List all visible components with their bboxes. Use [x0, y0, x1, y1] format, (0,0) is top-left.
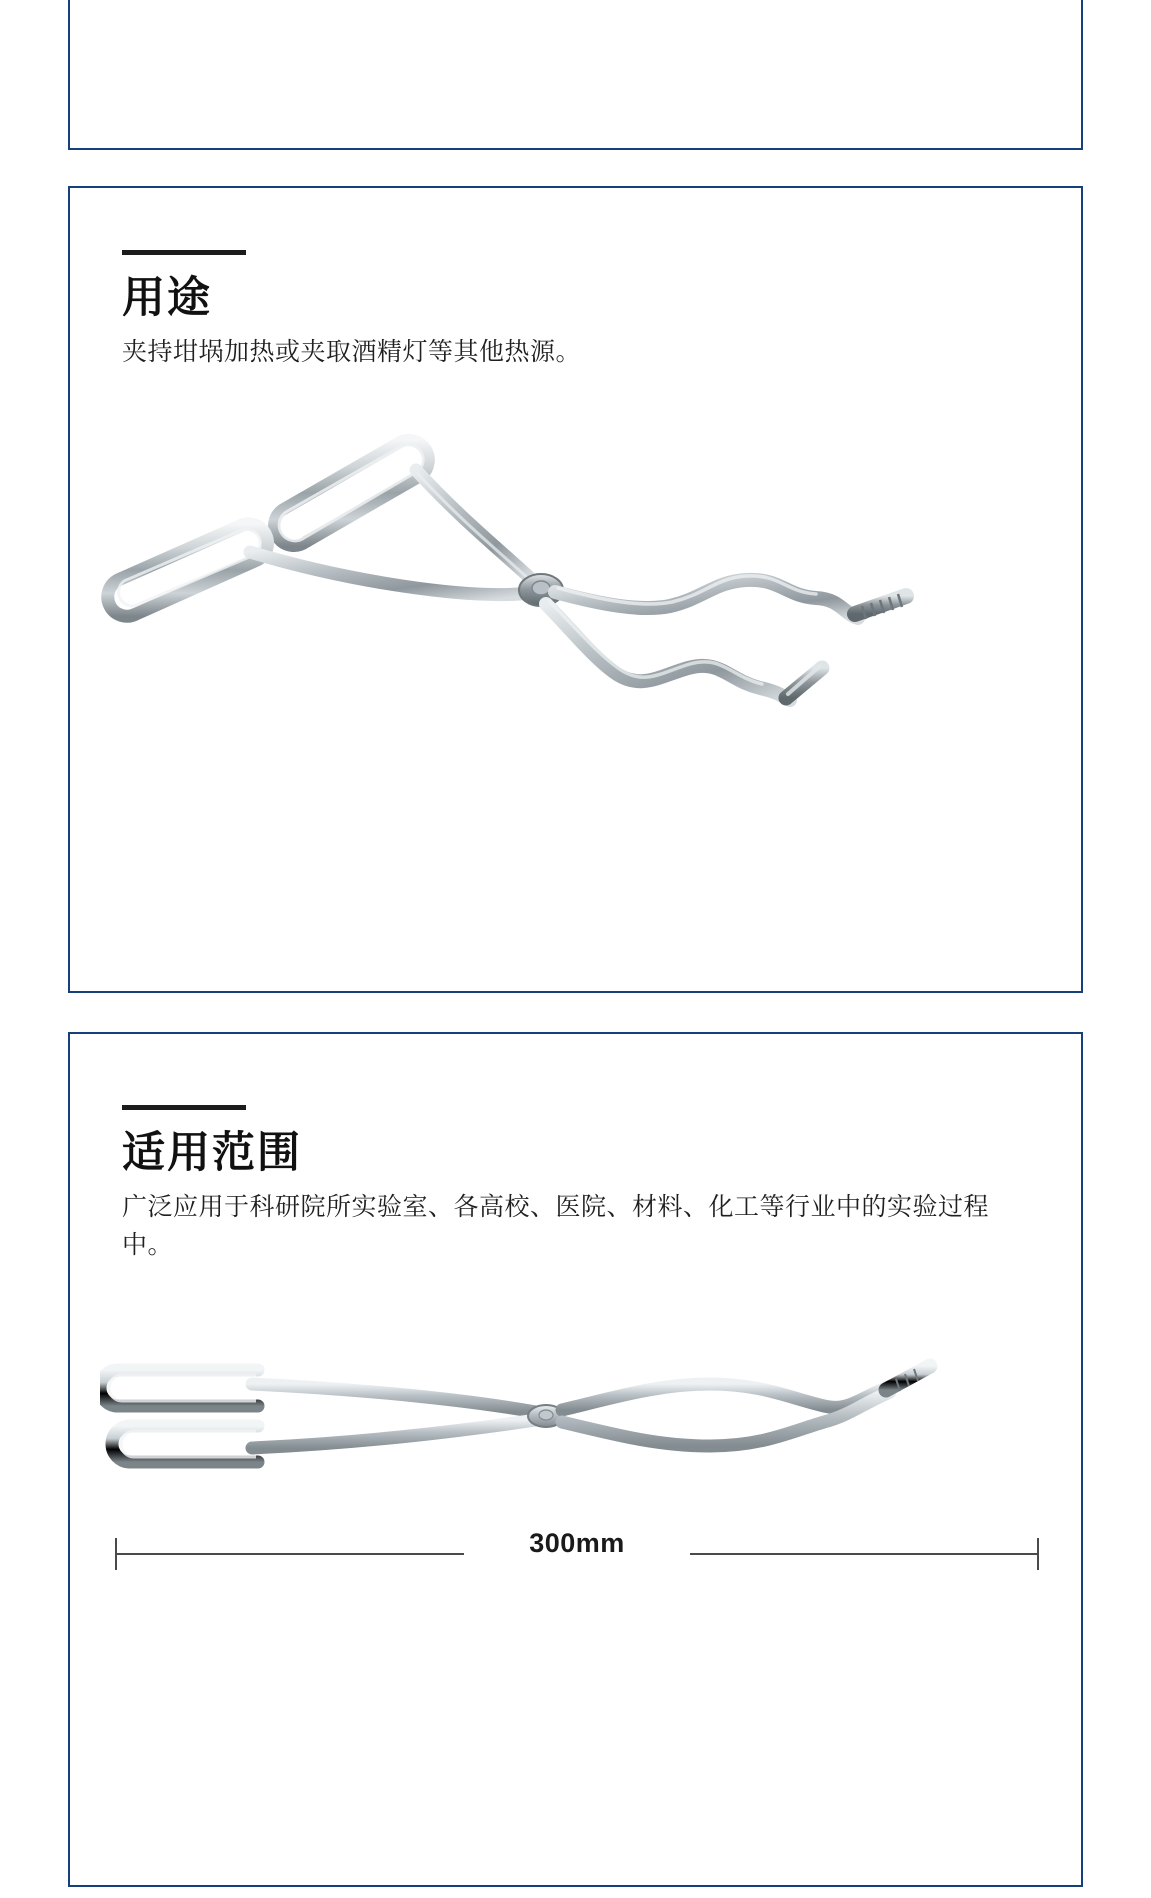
usage-body: 夹持坩埚加热或夹取酒精灯等其他热源。 — [122, 338, 582, 367]
scope-body: 广泛应用于科研院所实验室、各高校、医院、材料、化工等行业中的实验过程中。 — [122, 1193, 990, 1259]
scope-heading-block — [122, 1105, 992, 1264]
handle-loop-top-side — [100, 1370, 258, 1406]
scope-title: 适用范围 — [122, 1129, 302, 1177]
crucible-tongs-photo-angled — [100, 400, 1060, 840]
handle-loop-bottom-side — [112, 1426, 258, 1462]
arm-top-side — [252, 1384, 536, 1412]
serrated-tip-side — [886, 1366, 930, 1391]
serrated-tip-upper — [855, 594, 906, 619]
flat-tip-lower — [786, 666, 822, 698]
heading-rule — [122, 250, 246, 255]
top-section-card — [68, 0, 1083, 150]
handle-loop-lower — [108, 524, 268, 616]
arm-lower-front — [250, 552, 530, 595]
crucible-tongs-photo-side — [100, 1350, 1060, 1530]
jaw-arm-lower — [546, 604, 790, 700]
handle-loop-upper — [274, 440, 429, 546]
usage-heading-block — [122, 250, 581, 372]
dimension-label: 300mm — [529, 1528, 625, 1558]
arm-bottom-side — [252, 1420, 536, 1448]
arm-upper-rear — [416, 470, 530, 578]
dimension-line — [112, 1528, 1042, 1588]
jaw-arm-top-side — [562, 1384, 890, 1410]
heading-rule — [122, 1105, 246, 1110]
tongs-illustration-side — [100, 1350, 1060, 1530]
usage-title: 用途 — [122, 274, 212, 322]
tongs-illustration-angled — [100, 400, 1060, 840]
